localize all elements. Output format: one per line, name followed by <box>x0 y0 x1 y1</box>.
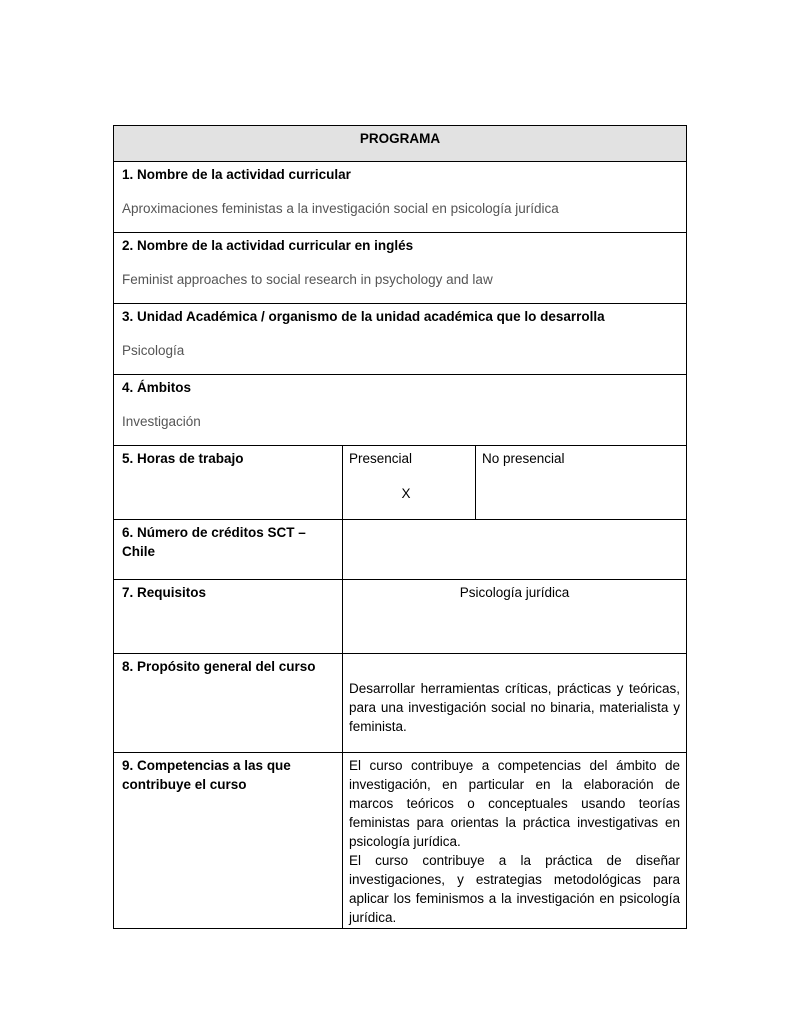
presencial-cell <box>343 446 476 520</box>
row-purpose <box>114 654 687 753</box>
course-name-english-value: Feminist approaches to social research in psychology and law <box>122 272 493 287</box>
row-academic-unit <box>114 304 687 375</box>
credits-label: 6. Número de créditos SCT – Chile <box>114 520 343 580</box>
requirements-value: Psicología jurídica <box>343 580 687 654</box>
competencies-paragraph-1: El curso contribuye a competencias del ámbito de investigación, en particular en la elaboración de marcos teóricos o conceptuales usando teorías feministas para orientas la práctica investigativas en psicología jurídica. <box>349 758 681 849</box>
table-title: PROGRAMA <box>359 131 441 146</box>
competencies-cell <box>343 753 687 929</box>
academic-unit-cell <box>114 304 687 375</box>
presencial-label: Presencial <box>349 451 413 466</box>
no-presencial-label: No presencial <box>482 451 565 466</box>
row-course-name-english <box>114 233 687 304</box>
no-presencial-cell <box>476 446 687 520</box>
work-hours-label: 5. Horas de trabajo <box>114 446 343 520</box>
course-name-cell <box>114 162 687 233</box>
row-scopes <box>114 375 687 446</box>
scopes-value: Investigación <box>122 414 201 429</box>
competencies-label: 9. Competencias a las que contribuye el curso <box>114 753 343 929</box>
row-course-name <box>114 162 687 233</box>
row-credits <box>114 520 687 580</box>
course-name-english-label: 2. Nombre de la actividad curricular en inglés <box>122 238 414 253</box>
scopes-label: 4. Ámbitos <box>122 380 192 395</box>
academic-unit-label: 3. Unidad Académica / organismo de la unidad académica que lo desarrolla <box>122 309 605 324</box>
row-requirements <box>114 580 687 654</box>
academic-unit-value: Psicología <box>122 343 185 358</box>
table-header-cell <box>114 126 687 162</box>
course-name-english-cell <box>114 233 687 304</box>
presencial-mark: X <box>401 486 411 501</box>
requirements-label: 7. Requisitos <box>114 580 343 654</box>
purpose-cell <box>343 654 687 753</box>
program-table <box>113 125 687 929</box>
table-header-row <box>114 126 687 162</box>
purpose-label: 8. Propósito general del curso <box>114 654 343 753</box>
course-name-label: 1. Nombre de la actividad curricular <box>122 167 351 182</box>
credits-value <box>343 520 687 580</box>
row-work-hours <box>114 446 687 520</box>
scopes-cell <box>114 375 687 446</box>
course-name-value: Aproximaciones feministas a la investigación social en psicología jurídica <box>122 201 559 216</box>
row-competencies <box>114 753 687 929</box>
purpose-value: Desarrollar herramientas críticas, prácticas y teóricas, para una investigación social no binaria, materialista y feminista. <box>349 681 681 734</box>
competencies-paragraph-2: El curso contribuye a la práctica de diseñar investigaciones, y estrategias metodológicas para aplicar los feminismos a la investigación en psicología jurídica. <box>349 853 681 925</box>
